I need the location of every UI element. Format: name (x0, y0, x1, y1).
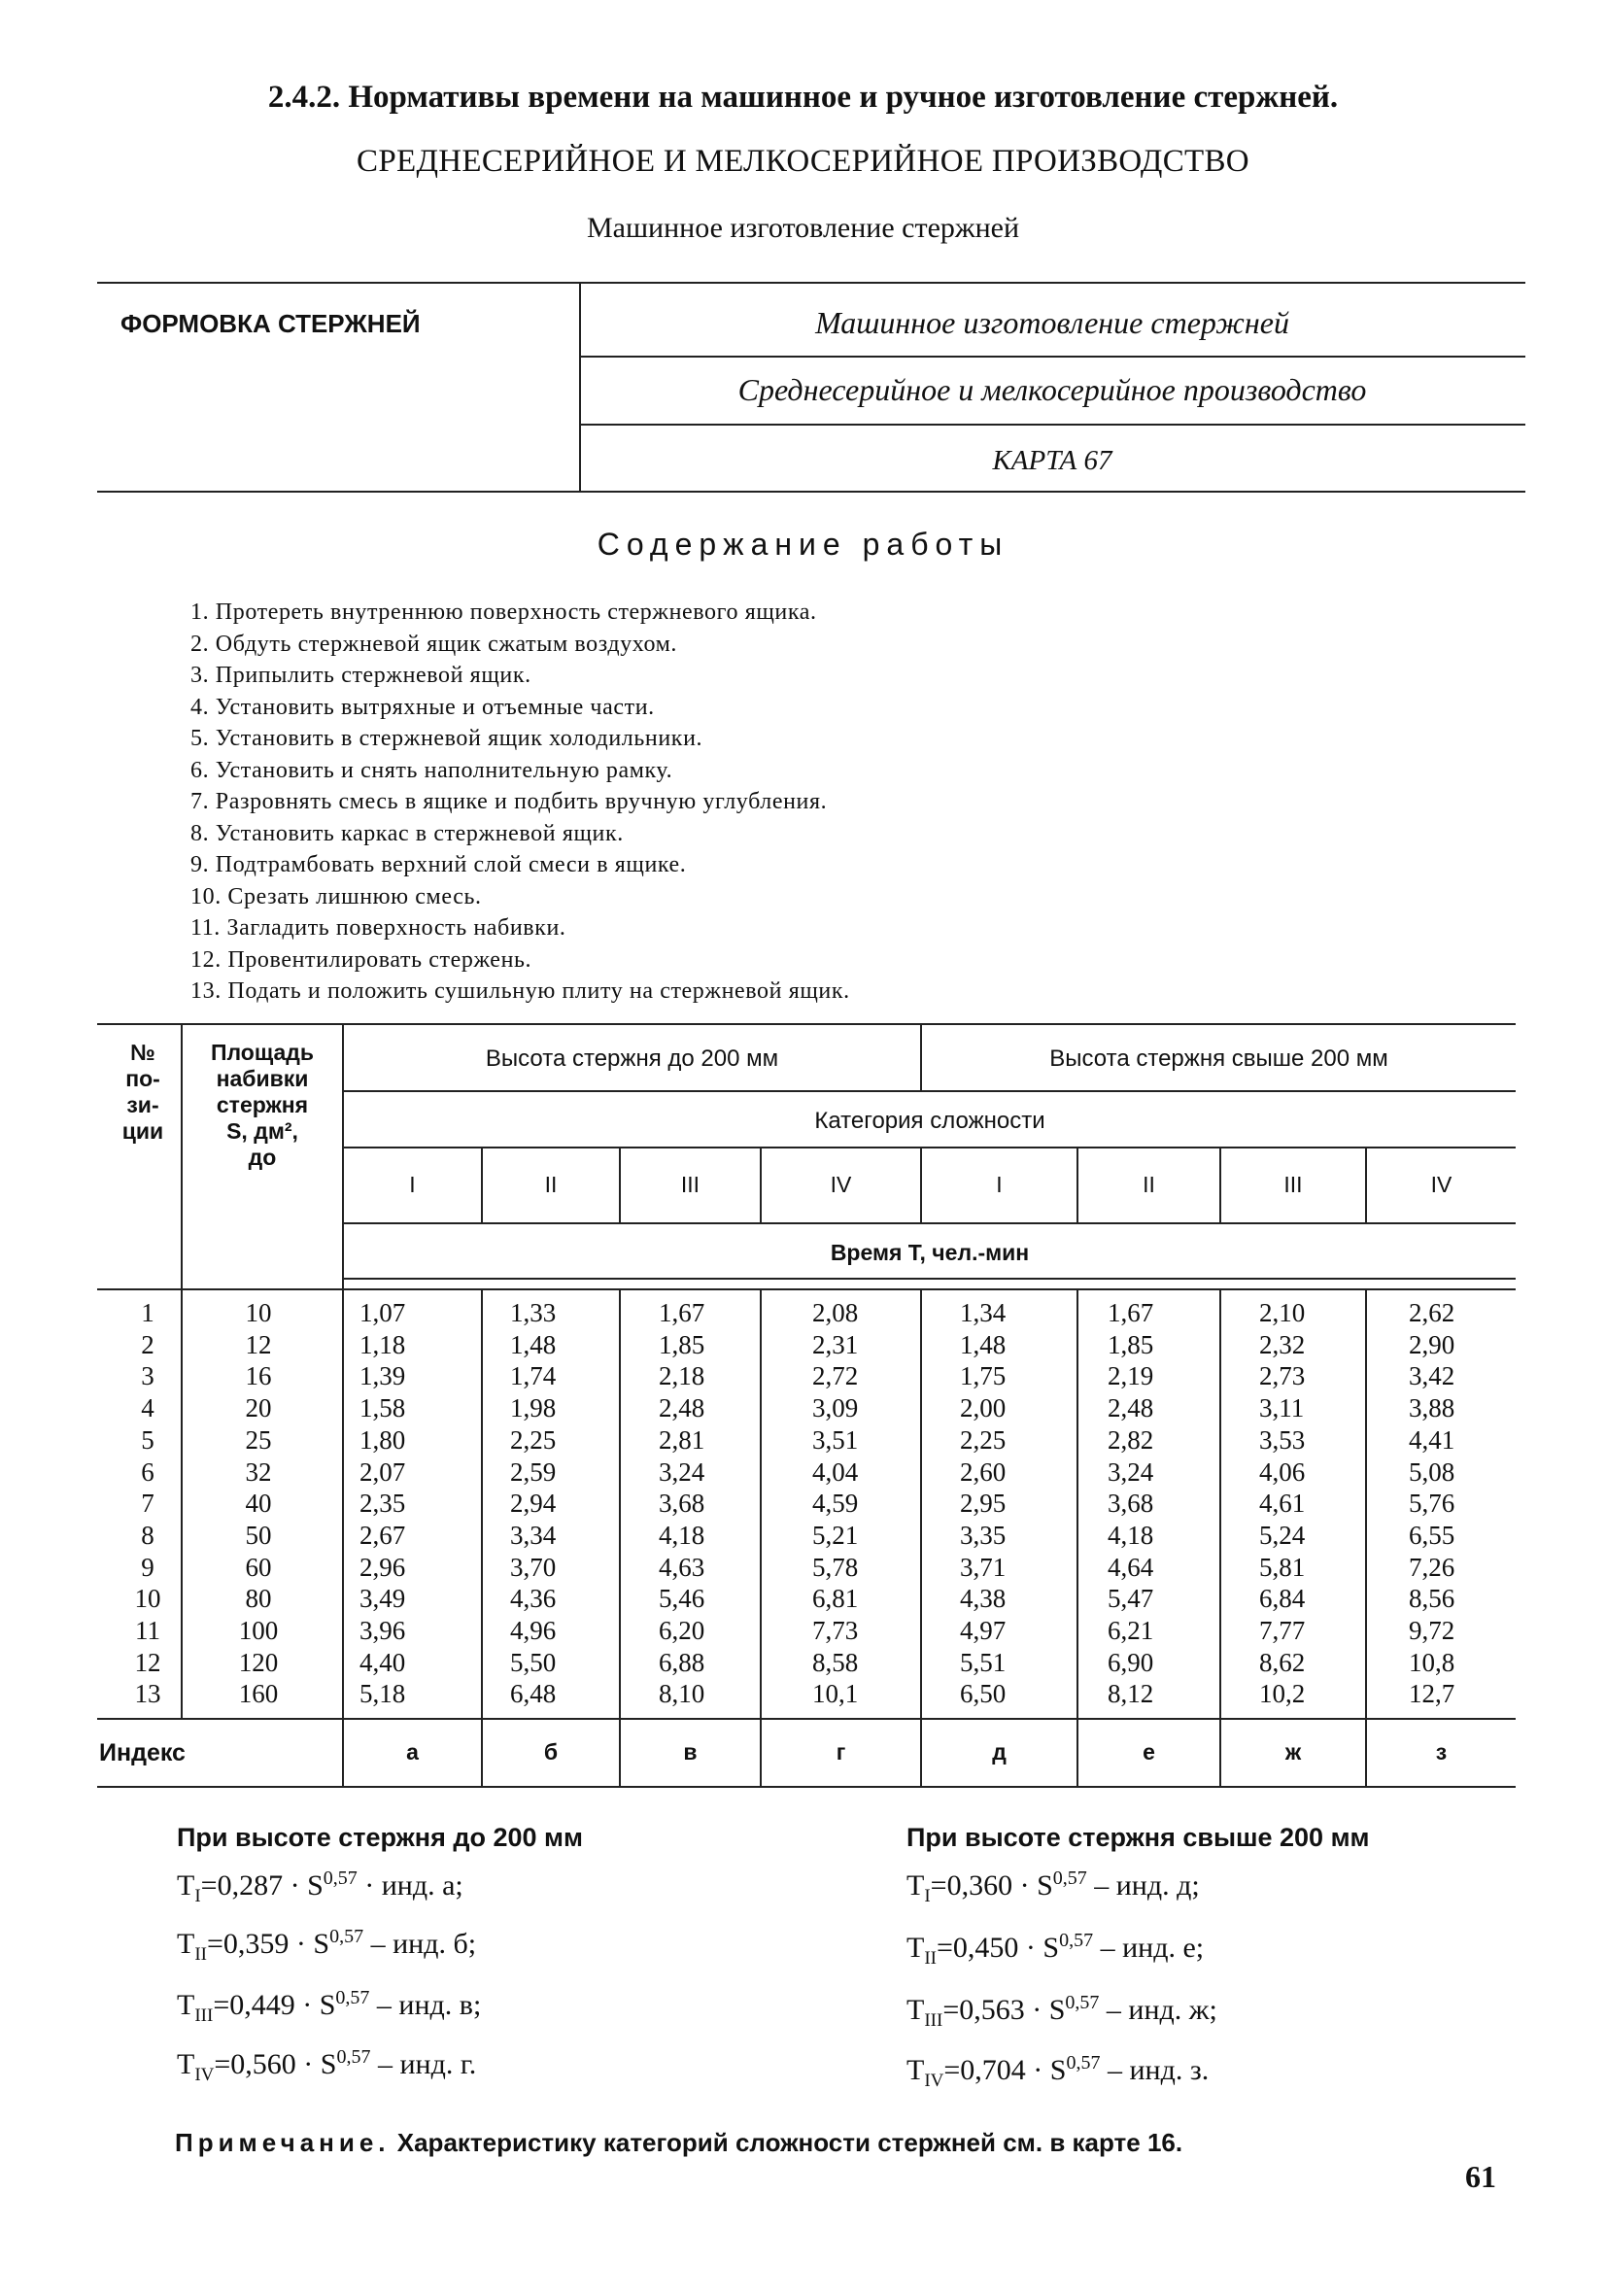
table-col-divider (1076, 1288, 1078, 1786)
formula-index: · инд. а; (357, 1869, 463, 1902)
table-rule-category (342, 1147, 1516, 1148)
header-line: до (248, 1145, 277, 1170)
cell: 6,84 (1259, 1584, 1306, 1614)
table-header-bottom-rule (97, 1288, 1516, 1290)
cell: 1,80 (359, 1424, 406, 1455)
table-col-divider (342, 1023, 344, 1786)
cell: 6 (141, 1456, 154, 1487)
cell: 6,90 (1108, 1647, 1154, 1677)
cell: 7,77 (1259, 1616, 1306, 1646)
cell: 7 (141, 1489, 154, 1519)
cell: 160 (238, 1679, 279, 1709)
formula-index: – инд. г. (370, 2048, 477, 2080)
formula-t4-under-200: $T_{IV}=0,560 \cdot S^{0,57}$ – инд. г. (177, 2046, 477, 2085)
cell: 4,18 (659, 1520, 705, 1550)
formula-body: =0,560 · S (214, 2048, 337, 2080)
cell: 4,64 (1108, 1552, 1154, 1582)
cell: 1,39 (359, 1361, 406, 1391)
formula-exponent: 0,57 (1066, 2052, 1101, 2073)
header-top-rule (97, 282, 1525, 284)
table-rule-roman (342, 1222, 1516, 1224)
cell: 2,73 (1259, 1361, 1306, 1391)
cell: 7,26 (1409, 1552, 1455, 1582)
header-production-type: Среднесерийное и мелкосерийное производство (737, 372, 1367, 407)
cell: 80 (245, 1584, 272, 1614)
formula-exponent: 0,57 (336, 2046, 371, 2068)
category-iii: III (1283, 1172, 1303, 1197)
cell: 2,25 (510, 1424, 557, 1455)
cell: 5,18 (359, 1679, 406, 1709)
cell: 1,85 (659, 1329, 705, 1359)
section-heading: 2.4.2. Нормативы времени на машинное и ручное изготовление стержней. (267, 80, 1339, 115)
list-item: 13. Подать и положить сушильную плиту на стержневой ящик. (190, 978, 850, 1004)
formula-body: =0,704 · S (943, 2054, 1067, 2086)
cell: 5,47 (1108, 1584, 1154, 1614)
category-ii: II (544, 1172, 558, 1197)
cell: 4,61 (1259, 1489, 1306, 1519)
formula-exponent: 0,57 (1052, 1868, 1087, 1889)
area-column (190, 1297, 326, 1710)
index-cell: з (1435, 1739, 1448, 1765)
cell: 1,18 (359, 1329, 406, 1359)
formula-subscript: IV (194, 2065, 215, 2085)
category-i: I (409, 1172, 416, 1197)
table-col-divider (1219, 1288, 1221, 1786)
cell: 2,60 (960, 1456, 1007, 1487)
formula-exponent: 0,57 (1059, 1930, 1094, 1951)
cell: 4,36 (510, 1584, 557, 1614)
cell: 4,63 (659, 1552, 705, 1582)
cell: 5,08 (1409, 1456, 1455, 1487)
header-line: по- (125, 1066, 160, 1091)
cell: 2,25 (960, 1424, 1007, 1455)
time-column-i-under-200 (359, 1297, 476, 1710)
cell: 3,70 (510, 1552, 557, 1582)
header-line: набивки (216, 1066, 309, 1091)
cell: 1,75 (960, 1361, 1007, 1391)
formula-exponent: 0,57 (335, 1987, 370, 2008)
cell: 3,49 (359, 1584, 406, 1614)
list-item: 8. Установить каркас в стержневой ящик. (190, 820, 624, 846)
formula-subscript: II (194, 1944, 207, 1965)
cell: 9,72 (1409, 1616, 1455, 1646)
cell: 2,90 (1409, 1329, 1455, 1359)
formula-index: – инд. д; (1086, 1869, 1200, 1902)
header-process: Машинное изготовление стержней (815, 305, 1289, 340)
formula-t2-over-200: $T_{II}=0,450 \cdot S^{0,57}$ – инд. е; (906, 1930, 1205, 1969)
cell: 20 (245, 1393, 272, 1423)
production-title: СРЕДНЕСЕРИЙНОЕ И МЕЛКОСЕРИЙНОЕ ПРОИЗВОДСТВО (357, 144, 1249, 179)
formula-t3-under-200: $T_{III}=0,449 \cdot S^{0,57}$ – инд. в; (177, 1987, 482, 2026)
time-column-iv-under-200 (812, 1297, 914, 1710)
cell: 3,34 (510, 1520, 557, 1550)
list-item: 2. Обдуть стержневой ящик сжатым воздухом. (190, 631, 678, 657)
cell: 100 (238, 1616, 279, 1646)
header-row-rule-2 (579, 424, 1525, 426)
table-col-divider (619, 1288, 621, 1786)
cell: 1,48 (510, 1329, 557, 1359)
list-item: 10. Срезать лишнюю смесь. (190, 883, 482, 909)
index-cell: ж (1284, 1739, 1302, 1765)
page-number: 61 (1465, 2159, 1496, 2194)
formula-heading-under-200: При высоте стержня до 200 мм (177, 1823, 583, 1852)
cell: 5,21 (812, 1520, 859, 1550)
formula-index: – инд. б; (363, 1928, 477, 1960)
cell: 32 (245, 1456, 272, 1487)
cell: 10,1 (812, 1679, 859, 1709)
cell: 2,10 (1259, 1298, 1306, 1327)
category-header: Категория сложности (814, 1108, 1045, 1134)
formula-body: =0,450 · S (936, 1932, 1060, 1964)
cell: 2,82 (1108, 1424, 1154, 1455)
cell: 120 (238, 1647, 279, 1677)
cell: 12 (245, 1329, 272, 1359)
cell: 5,46 (659, 1584, 705, 1614)
cell: 1,67 (1108, 1298, 1154, 1327)
cell: 3,71 (960, 1552, 1007, 1582)
table-top-rule (97, 1023, 1516, 1025)
cell: 3,96 (359, 1616, 406, 1646)
cell: 4,40 (359, 1647, 406, 1677)
index-cell: а (406, 1739, 419, 1765)
formula-body: =0,563 · S (942, 1994, 1066, 2026)
cell: 3,51 (812, 1424, 859, 1455)
table-col-divider (920, 1288, 922, 1786)
formula-exponent: 0,57 (323, 1868, 358, 1889)
cell: 2,95 (960, 1489, 1007, 1519)
table-rule-group (342, 1090, 1516, 1092)
footnote (175, 2128, 1182, 2158)
cell: 4,59 (812, 1489, 859, 1519)
cell: 10 (134, 1584, 161, 1614)
cell: 4,41 (1409, 1424, 1455, 1455)
header-bottom-rule (97, 491, 1525, 493)
cell: 1,33 (510, 1298, 557, 1327)
cell: 2,19 (1108, 1361, 1154, 1391)
cell: 5,81 (1259, 1552, 1306, 1582)
cell: 2,62 (1409, 1298, 1455, 1327)
table-col-divider (760, 1288, 762, 1786)
category-i: I (996, 1172, 1003, 1197)
cell: 3,42 (1409, 1361, 1455, 1391)
cell: 3,24 (1108, 1456, 1154, 1487)
cell: 7,73 (812, 1616, 859, 1646)
formula-body: =0,360 · S (930, 1869, 1053, 1902)
formula-index: – инд. е; (1093, 1932, 1205, 1964)
formula-body: =0,359 · S (206, 1928, 330, 1960)
formula-heading-over-200: При высоте стержня свыше 200 мм (906, 1823, 1370, 1852)
cell: 2,32 (1259, 1329, 1306, 1359)
index-cell: д (992, 1739, 1007, 1765)
formula-subscript: I (194, 1886, 201, 1906)
header-line: стержня (216, 1092, 309, 1117)
cell: 3,35 (960, 1520, 1007, 1550)
cell: 2,67 (359, 1520, 406, 1550)
cell: 16 (245, 1361, 272, 1391)
cell: 2,72 (812, 1361, 859, 1391)
cell: 8,62 (1259, 1647, 1306, 1677)
time-column-iii-under-200 (659, 1297, 756, 1710)
cell: 4,96 (510, 1616, 557, 1646)
cell: 25 (245, 1424, 272, 1455)
cell: 2,31 (812, 1329, 859, 1359)
cell: 2,07 (359, 1456, 406, 1487)
list-item: 6. Установить и снять наполнительную рамку. (190, 757, 673, 783)
list-item: 4. Установить вытряхные и отъемные части. (190, 694, 655, 720)
category-ii: II (1143, 1172, 1155, 1197)
cell: 2,18 (659, 1361, 705, 1391)
list-item: 1. Протереть внутреннюю поверхность стержневого ящика. (190, 600, 817, 625)
cell: 4 (141, 1393, 154, 1423)
cell: 11 (135, 1616, 160, 1646)
cell: 8,12 (1108, 1679, 1154, 1709)
list-item: 3. Припылить стержневой ящик. (190, 663, 531, 688)
cell: 2,94 (510, 1489, 557, 1519)
subtitle: Машинное изготовление стержней (586, 212, 1020, 244)
work-content-title: Содержание работы (597, 527, 1009, 562)
cell: 3,53 (1259, 1424, 1306, 1455)
cell: 6,21 (1108, 1616, 1154, 1646)
cell: 2,96 (359, 1552, 406, 1582)
formula-body: =0,287 · S (200, 1869, 324, 1902)
list-item: 12. Провентилировать стержень. (190, 946, 532, 973)
list-item: 9. Подтрамбовать верхний слой смеси в ящике. (190, 852, 687, 877)
cell: 8 (141, 1520, 154, 1550)
cell: 4,06 (1259, 1456, 1306, 1487)
cell: 12,7 (1409, 1679, 1455, 1709)
cell: 3,24 (659, 1456, 705, 1487)
cell: 5 (141, 1424, 154, 1455)
cell: 9 (141, 1552, 154, 1582)
cell: 2,48 (1108, 1393, 1154, 1423)
cell: 2,00 (960, 1393, 1007, 1423)
table-rule-time (342, 1278, 1516, 1280)
cell: 8,10 (659, 1679, 705, 1709)
cell: 10,2 (1259, 1679, 1306, 1709)
cell: 12 (134, 1647, 161, 1677)
formula-body: =0,449 · S (213, 1989, 336, 2021)
cell: 6,50 (960, 1679, 1007, 1709)
index-cell: г (836, 1739, 846, 1765)
cell: 60 (245, 1552, 272, 1582)
cell: 13 (134, 1679, 161, 1709)
cell: 6,55 (1409, 1520, 1455, 1550)
cell: 3,68 (1108, 1489, 1154, 1519)
formula-t4-over-200: $T_{IV}=0,704 \cdot S^{0,57}$ – инд. з. (906, 2052, 1210, 2091)
cell: 2,08 (812, 1298, 859, 1327)
header-category: ФОРМОВКА СТЕРЖНЕЙ (120, 309, 421, 338)
index-cell: е (1143, 1739, 1155, 1765)
list-item: 7. Разровнять смесь в ящике и подбить вручную углубления. (190, 789, 828, 814)
table-col-divider (1365, 1288, 1367, 1786)
index-label: Индекс (99, 1739, 186, 1766)
cell: 10,8 (1409, 1647, 1455, 1677)
cell: 1,48 (960, 1329, 1007, 1359)
header-card-number: КАРТА 67 (992, 445, 1112, 476)
header-line: № (130, 1040, 155, 1065)
formula-exponent: 0,57 (329, 1926, 364, 1947)
height-group-under-200: Высота стержня до 200 мм (485, 1045, 779, 1072)
footnote-text: Характеристику категорий сложности стержней см. в карте 16. (390, 2128, 1183, 2157)
cell: 2,59 (510, 1456, 557, 1487)
cell: 1,98 (510, 1393, 557, 1423)
cell: 2 (141, 1329, 154, 1359)
cell: 8,56 (1409, 1584, 1455, 1614)
formula-index: – инд. з. (1100, 2054, 1210, 2086)
formula-t2-under-200: $T_{II}=0,359 \cdot S^{0,57}$ – инд. б; (177, 1926, 477, 1965)
time-column-ii-under-200 (510, 1297, 617, 1710)
cell: 4,97 (960, 1616, 1007, 1646)
cell: 5,78 (812, 1552, 859, 1582)
position-header (105, 1040, 181, 1145)
time-column-i-over-200 (960, 1297, 1072, 1710)
cell: 6,48 (510, 1679, 557, 1709)
header-line: Площадь (210, 1040, 315, 1065)
cell: 4,04 (812, 1456, 859, 1487)
formula-index: – инд. в; (369, 1989, 482, 2021)
category-iv: IV (1430, 1172, 1452, 1197)
index-cell: в (683, 1739, 698, 1765)
cell: 5,50 (510, 1647, 557, 1677)
time-column-iii-over-200 (1259, 1297, 1361, 1710)
header-row-rule-1 (579, 356, 1525, 358)
cell: 3,09 (812, 1393, 859, 1423)
header-line: S, дм², (226, 1118, 298, 1144)
cell: 1,85 (1108, 1329, 1154, 1359)
cell: 4,18 (1108, 1520, 1154, 1550)
cell: 6,20 (659, 1616, 705, 1646)
cell: 5,76 (1409, 1489, 1455, 1519)
header-line: ции (121, 1118, 164, 1144)
cell: 1,34 (960, 1298, 1007, 1327)
cell: 5,24 (1259, 1520, 1306, 1550)
formula-t3-over-200: $T_{III}=0,563 \cdot S^{0,57}$ – инд. ж; (906, 1992, 1217, 2031)
cell: 1,67 (659, 1298, 705, 1327)
cell: 40 (245, 1489, 272, 1519)
table-data-bottom-rule (97, 1718, 1516, 1720)
cell: 3,11 (1259, 1393, 1305, 1423)
category-iv: IV (830, 1172, 852, 1197)
time-column-ii-over-200 (1108, 1297, 1214, 1710)
cell: 1,58 (359, 1393, 406, 1423)
height-group-over-200: Высота стержня свыше 200 мм (1049, 1045, 1388, 1072)
steps-list (190, 597, 850, 1008)
cell: 2,35 (359, 1489, 406, 1519)
cell: 50 (245, 1520, 272, 1550)
formula-subscript: IV (924, 2071, 944, 2091)
cell: 2,48 (659, 1393, 705, 1423)
list-item: 5. Установить в стержневой ящик холодильники. (190, 726, 703, 751)
formula-subscript: III (194, 2005, 214, 2026)
cell: 10 (245, 1298, 272, 1327)
cell: 6,81 (812, 1584, 859, 1614)
formula-t1-under-200: $T_I=0,287 \cdot S^{0,57}$ · инд. а; (177, 1868, 463, 1906)
time-column-iv-over-200 (1409, 1297, 1511, 1710)
cell: 6,88 (659, 1647, 705, 1677)
footnote-label: Примечание. (175, 2128, 391, 2157)
header-line: зи- (126, 1092, 159, 1117)
area-header (183, 1040, 342, 1171)
cell: 5,51 (960, 1647, 1007, 1677)
formula-subscript: II (924, 1948, 937, 1969)
formula-subscript: III (924, 2010, 943, 2031)
formula-subscript: I (924, 1886, 931, 1906)
formula-index: – инд. ж; (1099, 1994, 1217, 2026)
category-iii: III (680, 1172, 700, 1197)
cell: 1 (141, 1298, 154, 1327)
cell: 3,68 (659, 1489, 705, 1519)
index-cell: б (543, 1739, 559, 1765)
cell: 8,58 (812, 1647, 859, 1677)
cell: 2,81 (659, 1424, 705, 1455)
cell: 1,07 (359, 1298, 406, 1327)
cell: 1,74 (510, 1361, 557, 1391)
cell: 3,88 (1409, 1393, 1455, 1423)
cell: 3 (141, 1361, 154, 1391)
list-item: 11. Загладить поверхность набивки. (190, 915, 566, 941)
table-col-divider (481, 1288, 483, 1786)
formula-t1-over-200: $T_I=0,360 \cdot S^{0,57}$ – инд. д; (906, 1868, 1200, 1906)
table-bottom-rule (97, 1786, 1516, 1788)
time-unit-header: Время Т, чел.-мин (830, 1240, 1030, 1265)
cell: 4,38 (960, 1584, 1007, 1614)
formula-exponent: 0,57 (1065, 1992, 1100, 2013)
position-column (117, 1297, 179, 1710)
